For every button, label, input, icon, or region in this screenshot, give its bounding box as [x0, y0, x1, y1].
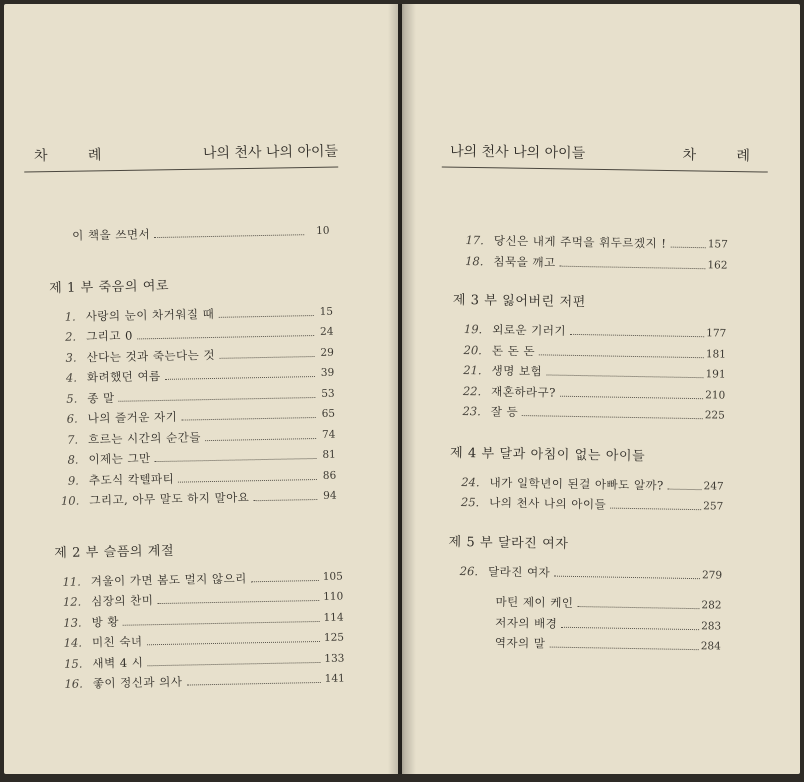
- leader-dots: [154, 234, 304, 238]
- toc-entry-number: 8.: [67, 452, 79, 467]
- toc-entry-title: 종 말: [87, 390, 115, 405]
- book-gutter: [388, 4, 416, 774]
- part-heading: 제 3 부 잃어버린 저편: [452, 292, 586, 311]
- toc-entry-number: [457, 625, 495, 626]
- toc-entry-title: 달라진 여자: [487, 563, 551, 580]
- leader-dots: [671, 247, 706, 249]
- leader-dots: [539, 354, 704, 358]
- toc-entry-number: 14.: [63, 635, 83, 650]
- toc-entry-number: 10.: [60, 493, 80, 508]
- toc-entry-title: 그리고 0: [85, 328, 134, 344]
- leader-dots: [165, 376, 315, 380]
- toc-entry-number: 20.: [463, 342, 483, 357]
- part-4-entries: [459, 471, 724, 516]
- toc-entry-number: 18.: [465, 253, 484, 268]
- toc-entry-page: 282: [701, 599, 722, 612]
- leader-dots: [118, 397, 315, 402]
- toc-entry-number: 19.: [463, 322, 483, 337]
- leader-dots: [220, 356, 315, 359]
- toc-entry: [59, 487, 337, 511]
- leader-dots: [182, 417, 316, 421]
- toc-entry-number: 12.: [62, 594, 82, 609]
- toc-entry: [461, 401, 725, 425]
- part-2-continued-entries: [463, 230, 728, 275]
- toc-entry-title: 새벽 4 시: [92, 654, 144, 670]
- toc-entry-number: 5.: [66, 391, 78, 406]
- right-page: [402, 4, 800, 774]
- leader-dots: [560, 395, 703, 398]
- leader-dots: [522, 415, 703, 419]
- toc-entry-number: 22.: [462, 383, 482, 398]
- leader-dots: [205, 438, 316, 441]
- toc-entry-page: 257: [703, 500, 724, 513]
- toc-entry-title: 심장의 찬미: [91, 593, 154, 609]
- toc-entry-page: 191: [705, 368, 726, 381]
- toc-entry-title: 방 황: [91, 614, 120, 629]
- leader-dots: [561, 626, 699, 629]
- toc-entry: [459, 492, 724, 516]
- toc-entry-page: 10: [316, 224, 330, 237]
- part-5-entries: [458, 560, 723, 584]
- part-2-entries: [61, 568, 345, 695]
- toc-entry-title: 역자의 말: [494, 635, 546, 651]
- toc-entry-title: 좋이 정신과 의사: [92, 674, 183, 691]
- toc-entry-page: 86: [322, 469, 337, 482]
- leader-dots: [610, 508, 701, 511]
- leader-dots: [137, 335, 314, 339]
- toc-entry-title: 마틴 제이 케인: [495, 594, 574, 610]
- toc-entry-title: 저자의 배경: [495, 615, 558, 631]
- toc-entry-preface: [54, 222, 330, 246]
- right-page-header: [442, 137, 768, 172]
- leader-dots: [147, 661, 320, 665]
- toc-entry-page: 65: [321, 407, 336, 420]
- toc-entry-page: 210: [705, 388, 726, 402]
- toc-entry-title: 생명 보험: [491, 363, 543, 379]
- left-header-toc-label: 차 례: [33, 146, 120, 165]
- leader-dots: [187, 682, 321, 686]
- header-rule: [24, 167, 338, 173]
- toc-entry-title: 이 책을 쓰면서: [72, 227, 151, 243]
- toc-entry-number: 3.: [65, 350, 77, 365]
- toc-entry-page: 81: [322, 448, 336, 461]
- toc-entry-page: 157: [707, 238, 728, 251]
- toc-entry-title: 추도식 칵텔파티: [88, 471, 175, 487]
- toc-entry-page: 284: [700, 640, 721, 653]
- toc-entry-number: 16.: [64, 676, 83, 691]
- toc-entry-title: 잘 등: [490, 404, 519, 419]
- left-toc: [49, 222, 345, 694]
- toc-entry-number: [457, 646, 495, 647]
- part-heading: 제 4 부 달과 아침이 없는 아이들: [449, 445, 646, 464]
- toc-entry-page: 15: [319, 305, 334, 318]
- part-3-entries: [461, 319, 727, 425]
- toc-entry-title: 미친 숙녀: [91, 634, 143, 650]
- toc-entry-title: 사랑의 눈이 차거워질 때: [85, 306, 215, 323]
- toc-entry-number: 6.: [66, 411, 78, 426]
- toc-entry-number: 9.: [67, 473, 80, 488]
- left-page-header: [24, 138, 338, 173]
- toc-entry-number: 7.: [66, 432, 79, 447]
- toc-entry: [457, 632, 721, 656]
- toc-entry-number: 15.: [63, 656, 83, 671]
- toc-entry-page: 24: [319, 325, 334, 338]
- toc-entry: [458, 560, 723, 584]
- toc-entry-title: 당신은 내게 주먹을 휘두르겠지 !: [493, 233, 667, 251]
- toc-entry: [63, 670, 345, 694]
- toc-entry-title: 침묵을 깨고: [493, 254, 556, 270]
- toc-entry-page: 39: [320, 366, 335, 379]
- leader-dots: [570, 334, 704, 337]
- toc-entry-title: 그리고, 아무 말도 하지 말아요: [89, 490, 250, 508]
- appendix-entries: [457, 591, 722, 656]
- toc-entry-page: 94: [323, 489, 337, 502]
- right-toc: [448, 230, 728, 656]
- header-rule: [442, 166, 768, 172]
- leader-dots: [668, 488, 702, 490]
- toc-entry-page: 181: [705, 347, 727, 361]
- leader-dots: [155, 458, 317, 462]
- toc-entry-title: 나의 천사 나의 아이들: [489, 495, 607, 512]
- toc-entry-number: 2.: [65, 329, 77, 344]
- part-heading: 제 2 부 슬픔의 계절: [54, 543, 175, 561]
- toc-entry-number: 4.: [65, 370, 78, 385]
- toc-entry-title: 돈 돈 돈: [491, 343, 536, 358]
- leader-dots: [550, 647, 699, 651]
- leader-dots: [554, 575, 700, 579]
- toc-entry-page: 133: [324, 652, 345, 665]
- toc-entry-number: 26.: [459, 563, 479, 578]
- toc-entry-number: 13.: [63, 615, 82, 630]
- toc-entry-title: 외로운 기러기: [492, 322, 567, 338]
- toc-entry-page: 53: [321, 387, 335, 400]
- toc-entry-page: 162: [707, 258, 728, 272]
- left-page: [4, 4, 398, 774]
- toc-entry-page: 141: [324, 672, 345, 685]
- toc-entry: [463, 250, 728, 274]
- toc-entry-page: 110: [323, 590, 344, 603]
- leader-dots: [219, 315, 314, 318]
- toc-entry-title: 화려했던 여름: [86, 368, 161, 385]
- leader-dots: [546, 374, 703, 378]
- toc-entry-page: 114: [323, 611, 344, 624]
- toc-entry-title: 나의 즐거운 자기: [87, 409, 178, 426]
- toc-entry-title: 흐르는 시간의 순간들: [87, 429, 202, 446]
- toc-entry-page: 279: [701, 568, 723, 582]
- toc-entry-number: [457, 605, 495, 606]
- toc-entry-page: 105: [322, 570, 343, 583]
- toc-entry-number: 17.: [465, 233, 484, 248]
- leader-dots: [559, 265, 705, 269]
- toc-entry-title: 내가 일학년이 된걸 아빠도 알까?: [489, 474, 664, 493]
- leader-dots: [147, 641, 320, 645]
- toc-entry-title: 이제는 그만: [88, 451, 151, 467]
- toc-entry-page: 225: [704, 409, 725, 422]
- toc-entry-number: 21.: [463, 363, 482, 378]
- toc-entry-page: 283: [701, 619, 722, 633]
- right-header-toc-label: 차 례: [682, 147, 769, 165]
- toc-entry-number: 23.: [462, 404, 481, 419]
- toc-entry-page: 247: [703, 479, 724, 493]
- toc-entry-number: 24.: [461, 474, 480, 489]
- toc-entry-page: 125: [323, 631, 345, 644]
- leader-dots: [577, 606, 699, 609]
- part-heading: 제 5 부 달라진 여자: [448, 534, 569, 552]
- toc-entry-number: 11.: [62, 574, 81, 589]
- right-header-book-title: 나의 천사 나의 아이들: [449, 143, 586, 162]
- part-1-entries: [56, 303, 337, 512]
- toc-entry-number: 25.: [460, 494, 480, 510]
- leader-dots: [253, 499, 317, 501]
- leader-dots: [178, 478, 317, 482]
- left-header-book-title: 나의 천사 나의 아이들: [202, 143, 339, 162]
- leader-dots: [123, 620, 320, 625]
- toc-entry-title: 재혼하라구?: [491, 384, 557, 400]
- leader-dots: [157, 600, 319, 604]
- toc-entry-page: 177: [706, 327, 727, 340]
- toc-entry-title: 산다는 것과 죽는다는 것: [86, 347, 216, 364]
- leader-dots: [251, 579, 319, 581]
- toc-entry-page: 74: [321, 428, 336, 441]
- toc-entry-title: 겨울이 가면 봄도 멀지 않으리: [90, 570, 247, 588]
- toc-entry-page: 29: [320, 346, 334, 359]
- toc-entry-number: 1.: [64, 309, 76, 324]
- part-heading: 제 1 부 죽음의 여로: [49, 278, 170, 296]
